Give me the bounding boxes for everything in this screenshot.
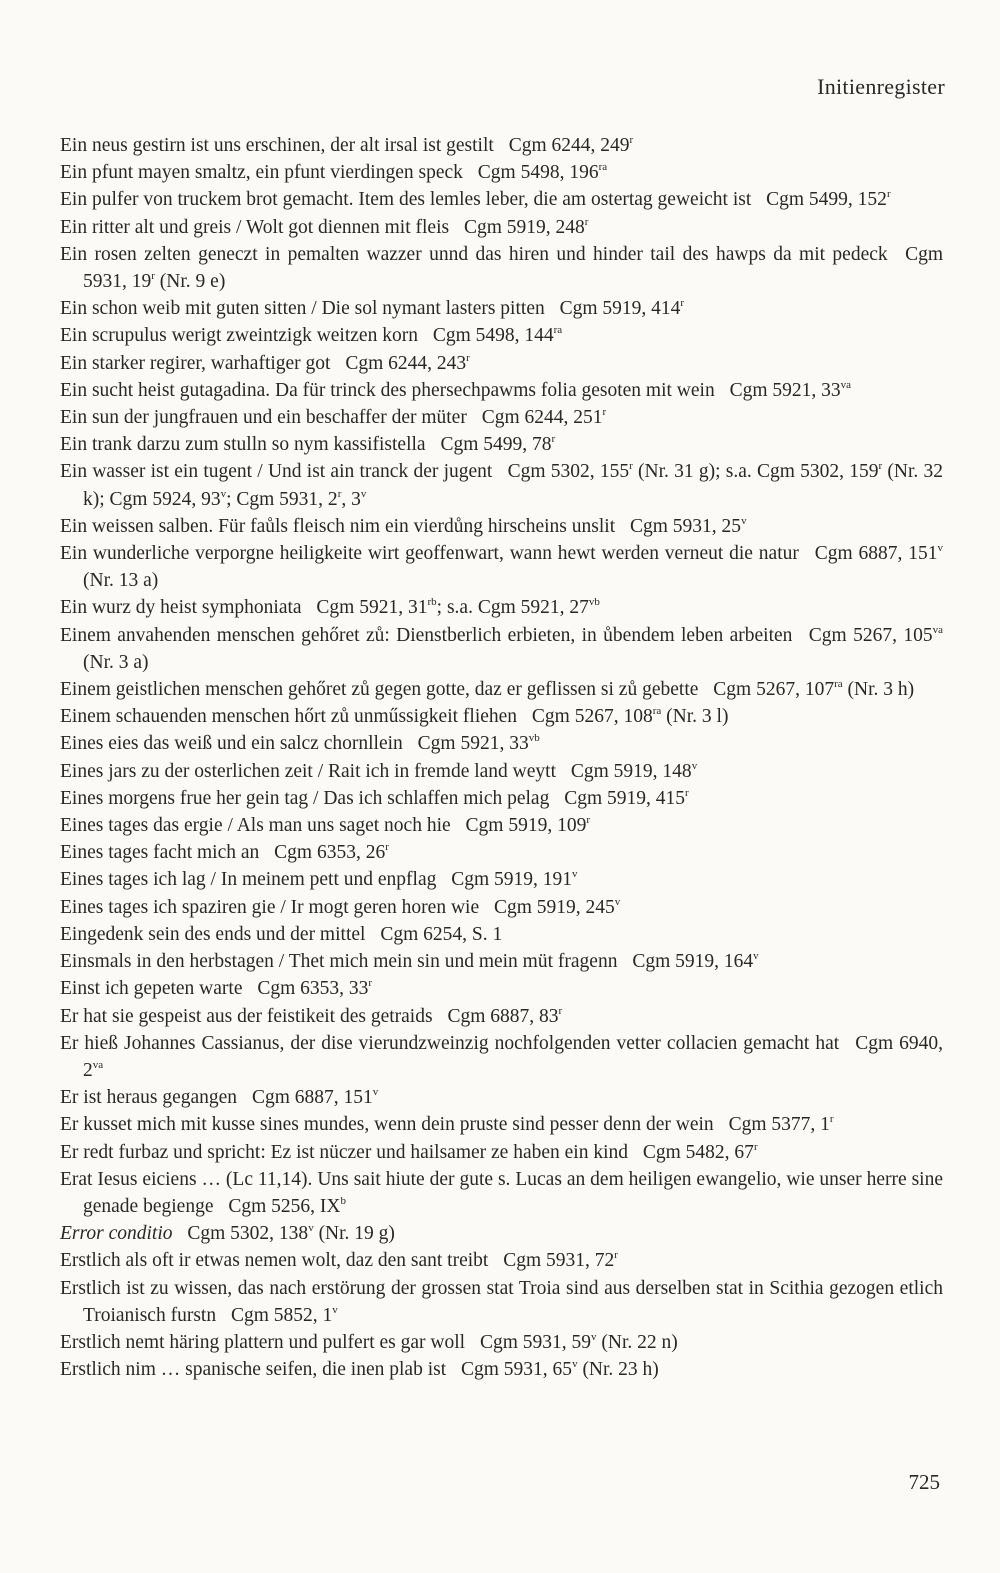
entry-incipit: Ein pfunt mayen smaltz, ein pfunt vierdingen speck bbox=[60, 162, 463, 184]
entry-incipit: Ein weissen salben. Für faůls fleisch nim ein vierdůng hirscheins unslit bbox=[60, 515, 616, 537]
index-entry bbox=[60, 839, 943, 866]
entry-reference: Cgm 6244, 251$^r$ bbox=[481, 406, 607, 429]
entry-reference: Cgm 5919, 248$^r$ bbox=[463, 215, 589, 238]
entry-reference: Cgm 5482, 67$^r$ bbox=[642, 1140, 758, 1163]
index-entry bbox=[60, 186, 943, 213]
entry-incipit: Eingedenk sein des ends und der mittel bbox=[60, 923, 366, 945]
index-entry bbox=[60, 1111, 943, 1138]
index-entry bbox=[60, 1084, 943, 1111]
entry-reference: Cgm 6353, 33$^r$ bbox=[257, 977, 373, 1000]
entry-incipit: Ein scrupulus werigt zweintzigk weitzen korn bbox=[60, 325, 418, 347]
entry-incipit: Ein starker regirer, warhaftiger got bbox=[60, 352, 331, 374]
index-entry bbox=[60, 785, 943, 812]
entry-incipit: Er hieß Johannes Cassianus, der dise vierundzweinzig nochfolgenden vetter collacien gemacht hat bbox=[60, 1032, 840, 1054]
entry-incipit: Einem schauenden menschen hőrt zů unműssigkeit fliehen bbox=[60, 706, 518, 728]
index-entry bbox=[60, 1030, 943, 1084]
entry-reference: Cgm 5377, 1$^r$ bbox=[728, 1113, 834, 1136]
index-entry bbox=[60, 812, 943, 839]
index-entry bbox=[60, 1247, 943, 1274]
entry-incipit: Error conditio bbox=[60, 1223, 173, 1245]
entry-reference: Cgm 6887, 151$^v$ (Nr. 13 a) bbox=[83, 542, 943, 592]
entry-reference: Cgm 5921, $33^{va}$ bbox=[729, 378, 852, 401]
index-entry bbox=[60, 1003, 943, 1030]
index-entry bbox=[60, 921, 943, 948]
index-entry bbox=[60, 404, 943, 431]
index-entry bbox=[60, 431, 943, 458]
index-entry bbox=[60, 1329, 943, 1356]
entry-reference: Cgm 6254, S. 1 bbox=[380, 923, 503, 945]
index-entry bbox=[60, 975, 943, 1002]
entry-reference: Cgm 5499, 78$^r$ bbox=[440, 433, 556, 456]
index-entry bbox=[60, 676, 943, 703]
entry-reference: Cgm 5852, 1$^v$ bbox=[230, 1303, 338, 1326]
entry-incipit: Eines eies das weiß und ein salcz chornllein bbox=[60, 733, 403, 755]
index-entry bbox=[60, 758, 943, 785]
index-entry bbox=[60, 458, 943, 512]
entry-reference: Cgm 5919, 415$^r$ bbox=[564, 786, 689, 809]
index-entry bbox=[60, 214, 943, 241]
entry-reference: Cgm 5267, $108^{ra}$ (Nr. 3 l) bbox=[531, 705, 729, 728]
entry-reference: Cgm 5919, 414$^r$ bbox=[559, 297, 685, 320]
entry-reference: Cgm 5921, $33^{vb}$ bbox=[417, 732, 540, 755]
index-entry bbox=[60, 1166, 943, 1220]
index-entry-list bbox=[60, 132, 943, 1383]
index-entry bbox=[60, 159, 943, 186]
index-entry bbox=[60, 1139, 943, 1166]
entry-reference: Cgm 5931, 25$^v$ bbox=[630, 514, 747, 537]
entry-reference: Cgm 5921, $31^{rb}$; s.a. Cgm 5921, $27^{vb}$ bbox=[316, 596, 600, 619]
entry-reference: Cgm 5919, 245$^v$ bbox=[493, 895, 621, 918]
index-entry bbox=[60, 1220, 943, 1247]
entry-reference: Cgm 6887, 151$^v$ bbox=[251, 1086, 379, 1109]
running-head: Initienregister bbox=[817, 74, 945, 99]
entry-incipit: Eines tages facht mich an bbox=[60, 842, 260, 864]
entry-reference: Cgm 5256, $IX^b$ bbox=[228, 1194, 346, 1217]
page-number: 725 bbox=[908, 1470, 940, 1494]
entry-incipit: Ein sun der jungfrauen und ein beschaffer der müter bbox=[60, 407, 467, 429]
index-entry bbox=[60, 866, 943, 893]
entry-incipit: Eines jars zu der osterlichen zeit / Rait ich in fremde land weytt bbox=[60, 760, 556, 782]
index-entry bbox=[60, 241, 943, 295]
entry-reference: Cgm 5931, 72$^r$ bbox=[503, 1249, 618, 1272]
entry-incipit: Ein pulfer von truckem brot gemacht. Item des lemles leber, die am ostertag geweicht ist bbox=[60, 189, 752, 211]
entry-incipit: Er hat sie gespeist aus der feistikeit des getraids bbox=[60, 1005, 433, 1027]
entry-incipit: Eines morgens frue her gein tag / Das ich schlaffen mich pelag bbox=[60, 787, 550, 809]
entry-incipit: Erat Iesus eiciens … (Lc 11,14). Uns sait hiute der gute s. Lucas an dem heiligen ewangelio, wie unser herre sine genade begienge bbox=[60, 1168, 943, 1217]
index-entry bbox=[60, 730, 943, 757]
entry-reference: Cgm 6887, 83$^r$ bbox=[447, 1004, 563, 1027]
index-entry bbox=[60, 1356, 943, 1383]
entry-reference: Cgm 5267, $107^{ra}$ (Nr. 3 h) bbox=[713, 678, 915, 701]
entry-incipit: Erstlich ist zu wissen, das nach erstörung der grossen stat Troia sind aus derselben stat in Scithia gezogen etlich Troianisch furstn bbox=[60, 1277, 943, 1326]
entry-incipit: Einem anvahenden menschen gehőret zů: Dienstberlich erbieten, in ůbendem leben arbeiten bbox=[60, 624, 793, 646]
entry-incipit: Erstlich als oft ir etwas nemen wolt, daz den sant treibt bbox=[60, 1250, 489, 1272]
entry-reference: Cgm 5302, 138$^v$ (Nr. 19 g) bbox=[187, 1222, 395, 1245]
entry-reference: Cgm 5919, 109$^r$ bbox=[465, 814, 590, 837]
entry-reference: Cgm 6353, 26$^r$ bbox=[274, 841, 389, 864]
entry-incipit: Ein sucht heist gutagadina. Da für trinck des phersechpawms folia gesoten mit wein bbox=[60, 379, 715, 401]
entry-reference: Cgm 6244, 249$^r$ bbox=[508, 134, 634, 156]
entry-reference: Cgm 5931, 65$^v$ (Nr. 23 h) bbox=[461, 1358, 659, 1381]
index-entry bbox=[60, 703, 943, 730]
entry-incipit: Erstlich nemt häring plattern und pulfert es gar woll bbox=[60, 1331, 466, 1353]
entry-incipit: Ein ritter alt und greis / Wolt got diennen mit fleis bbox=[60, 216, 450, 238]
entry-incipit: Eines tages ich spaziren gie / Ir mogt geren horen wie bbox=[60, 896, 480, 918]
entry-reference: Cgm 6940, $2^{va}$ bbox=[83, 1032, 943, 1081]
entry-reference: Cgm 5919, 148$^v$ bbox=[570, 759, 698, 782]
entry-incipit: Eines tages ich lag / In meinem pett und enpflag bbox=[60, 869, 437, 891]
entry-incipit: Er kusset mich mit kusse sines mundes, wenn dein pruste sind pesser denn der wein bbox=[60, 1114, 714, 1136]
entry-incipit: Ein neus gestirn ist uns erschinen, der alt irsal ist gestilt bbox=[60, 135, 494, 156]
entry-reference: Cgm 6244, 243$^r$ bbox=[345, 351, 470, 374]
entry-incipit: Er redt furbaz und spricht: Ez ist nüczer und hailsamer ze haben ein kind bbox=[60, 1141, 628, 1163]
index-entry bbox=[60, 132, 943, 159]
entry-incipit: Erstlich nim … spanische seifen, die inen plab ist bbox=[60, 1359, 447, 1381]
entry-reference: Cgm 5498, $144^{ra}$ bbox=[432, 324, 563, 347]
entry-reference: Cgm 5931, 19$^r$ (Nr. 9 e) bbox=[83, 243, 944, 293]
index-entry bbox=[60, 377, 943, 404]
index-entry bbox=[60, 295, 943, 322]
index-entry bbox=[60, 513, 943, 540]
entry-incipit: Ein trank darzu zum stulln so nym kassifistella bbox=[60, 434, 426, 456]
entry-incipit: Ein wunderliche verporgne heiligkeite wirt geoffenwart, wann hewt werden verneut die natur bbox=[60, 543, 799, 565]
index-entry bbox=[60, 594, 943, 621]
index-entry bbox=[60, 322, 943, 349]
entry-incipit: Einsmals in den herbstagen / Thet mich mein sin und mein müt fragenn bbox=[60, 951, 618, 973]
entry-reference: Cgm 5302, 155$^r$ (Nr. 31 g); s.a. Cgm 5302, 159$^r$ (Nr. 32 k); Cgm 5924, 93$^v$; Cgm 5931, 2$^r$, 3$^v$ bbox=[83, 460, 943, 510]
entry-incipit: Ein schon weib mit guten sitten / Die sol nymant lasters pitten bbox=[60, 298, 545, 320]
entry-reference: Cgm 5267, $105^{va}$ (Nr. 3 a) bbox=[83, 623, 943, 673]
entry-incipit: Eines tages das ergie / Als man uns saget noch hie bbox=[60, 815, 451, 837]
entry-reference: Cgm 5931, 59$^v$ (Nr. 22 n) bbox=[479, 1330, 678, 1353]
entry-reference: Cgm 5498, $196^{ra}$ bbox=[477, 161, 608, 184]
entry-incipit: Ein rosen zelten geneczt in pemalten wazzer unnd das hiren und hinder tail des hawps da mit pedeck bbox=[60, 243, 888, 265]
index-entry bbox=[60, 948, 943, 975]
index-entry bbox=[60, 350, 943, 377]
entry-reference: Cgm 5919, 164$^v$ bbox=[632, 950, 759, 973]
entry-incipit: Einem geistlichen menschen gehőret zů gegen gotte, daz er geflissen si zů gebette bbox=[60, 679, 699, 701]
entry-reference: Cgm 5919, 191$^v$ bbox=[451, 868, 578, 891]
entry-incipit: Ein wasser ist ein tugent / Und ist ain tranck der jugent bbox=[60, 461, 493, 483]
index-entry bbox=[60, 540, 943, 594]
entry-reference: Cgm 5499, 152$^r$ bbox=[766, 188, 891, 211]
entry-incipit: Einst ich gepeten warte bbox=[60, 978, 243, 1000]
entry-incipit: Er ist heraus gegangen bbox=[60, 1087, 238, 1109]
index-entry bbox=[60, 894, 943, 921]
index-entry bbox=[60, 622, 943, 676]
index-entry bbox=[60, 1275, 943, 1329]
entry-incipit: Ein wurz dy heist symphoniata bbox=[60, 597, 302, 619]
